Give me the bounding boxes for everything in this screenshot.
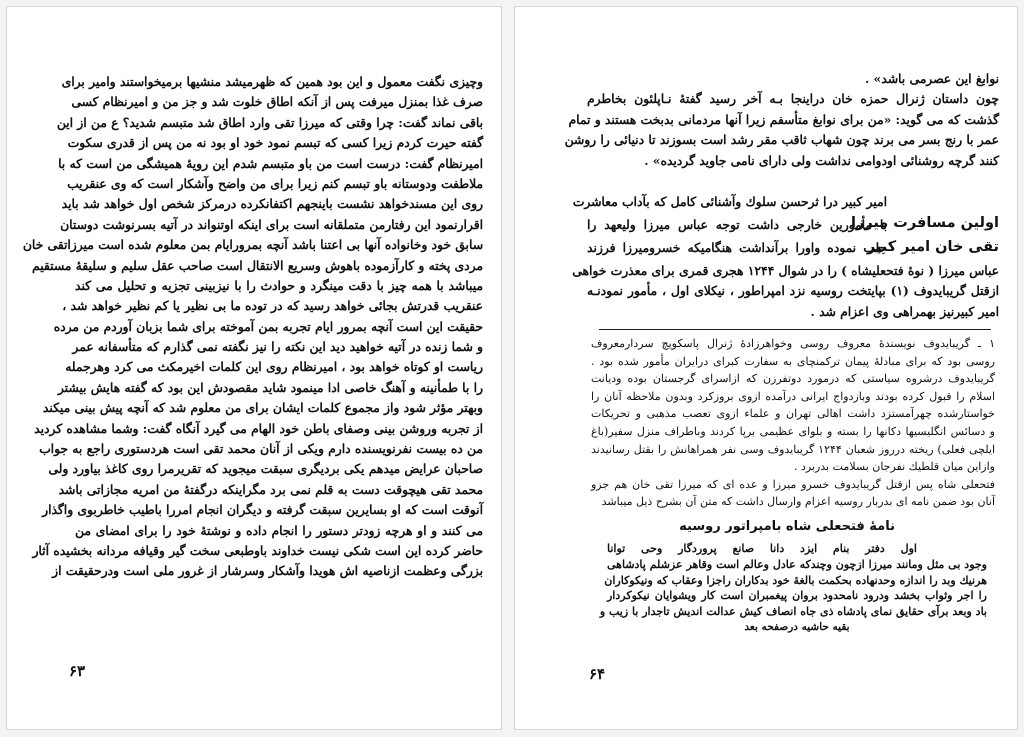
body-text-line: مردی پخته و کارآزموده باهوش وسریع الانتقال است صاحب عقل سلیم و سلیقهٔ مستقیم bbox=[32, 257, 483, 273]
body-text-line: روی این مسندخواهد نشست باینجهم اکتفانکرده درمرکز شخص اول خواهد شد باید bbox=[61, 196, 483, 212]
footnote-text bbox=[591, 335, 995, 511]
right-page bbox=[514, 6, 1018, 730]
left-page-number: ۶۳ bbox=[69, 662, 86, 680]
body-text-line: عباس میرزا ( نوهٔ فتحعلیشاه ) را در شوال ۱۲۴۴ هجری قمری برای معذرت خواهی bbox=[572, 263, 999, 278]
body-text-line: و شما زنده در آتیه خواهید دید این نکته را نیز نگفته نمی گذارم که متأسفانه عمر bbox=[72, 339, 483, 355]
body-text-line: محمد تقی هیچوقت دست به قلم نمی برد مگراینکه درگفتهٔ من امریه مجازاتی باشد bbox=[58, 481, 483, 497]
body-text-line: صرف غذا بمنزل میرفت پس از آنکه اطاق خلوت شد و جز من و امیرنظام کسی bbox=[71, 94, 483, 110]
body-text-line: وچیزی نگفت معمول و این بود همین که ظهرمیشد منشیها برمیخواستند وامیر برای bbox=[61, 74, 483, 89]
left-page-text bbox=[22, 72, 483, 582]
body-text-line: بزرگی وعظمت ازناصیه اش هویدا وآشکار وسرشار از غرور ملی است ودرحقیقت از bbox=[52, 563, 483, 579]
body-text-line: گفته حیرت کردم زیرا کسی که تبسم نمود خود او بود نه من پس از قدری سکوت bbox=[67, 135, 483, 151]
body-text-line: نوابغ این عصرمی باشد» . bbox=[865, 71, 999, 86]
letter-line: بقیه حاشیه درصفحه بعد bbox=[744, 620, 850, 633]
letter-line: اول دفتر بنام ایزد دانا صانع پروردگار وحی توانا bbox=[607, 542, 917, 555]
footnote-line: و دسائس انگلیسیها دکانها را بسته و بلوای عظیمی برپا کردند وباطراف منزل سفیر(باغ bbox=[591, 424, 995, 438]
letter-text bbox=[599, 541, 987, 636]
footnote-line: روسی بود که برای مبادلهٔ پیمان ترکمنچای به سفارت کبرای درایران مأمور شده بود . bbox=[591, 354, 995, 368]
right-page-side-text bbox=[572, 190, 887, 259]
right-page-body-text bbox=[572, 261, 999, 322]
body-text-line: سابق خود وخانواده آنها بی اعتنا باشد آنچه بمرورایام بمن معلوم شده است میرزاتقی خان bbox=[22, 237, 483, 253]
footnote-line: وازاین میان قلطیك نفرجان بسلامت بدربرد . bbox=[793, 460, 995, 474]
section-heading bbox=[851, 211, 999, 259]
body-text-line: میباشد با همه چیز با دقت مینگرد و حوادث را با نیزبینی تجزیه و تحلیل می کند bbox=[75, 277, 483, 293]
letter-line: را اجر وثواب بخشد ودرود نامحدود بروان پیغمبران است کار ویشوایان نیکوکردار bbox=[607, 589, 987, 603]
body-text-line: من ده بیست نفرنویسنده دارم ویکی از آنان محمد تقی است هردستوری راجع به جواب bbox=[39, 441, 483, 457]
body-text-line: امیر کبیر درا ثرحسن سلوك وآشنائی کامل که بآداب معاشرت bbox=[572, 194, 887, 209]
footnote-line: گریبایدوف درشروه سیاستی که درمورد دوتفرزن که ازاسرای گرجستان بوده ودیانت bbox=[591, 372, 995, 386]
body-text-line: حاضر کرده این است شکی نیست خداوند باوطبعی سخت گیر وقیافه مردانه بخشیده آثار bbox=[32, 542, 483, 558]
left-page bbox=[6, 6, 502, 730]
body-text-line: باقی نماند گفت: چرا وقتی که میرزا تقی وارد اطاق شد متبسم شدید؟ ع من از این bbox=[56, 114, 483, 130]
letter-title: نامهٔ فتحعلی شاه بامپراتور روسیه bbox=[679, 519, 895, 534]
body-text-line: جلب نموده واورا برآنداشت هنگامیکه خسرومیرزا فرزند bbox=[587, 240, 887, 255]
right-page-intro-text bbox=[564, 69, 999, 171]
letter-line: هرنیك وبد را اندازه وحدنهاده بحکمت بالغهٔ خود بدکاران راجزا وعقاب که ونیکوکاران bbox=[604, 573, 987, 587]
section-heading-line: اولین مسافرت میرزا bbox=[851, 215, 999, 231]
footnote-line: آنان بود ضمن نامه ای بدربار روسیه اعزام وارسال داشت که متن آن بشرح ذیل میباشد bbox=[601, 495, 995, 509]
section-heading-line: تقی خان امیر کبیر bbox=[866, 239, 999, 255]
body-text-line: آنوقت است که او بسایرین سبقت گرفته و دیگران انجام امررا باطیب خاطربوی واگذار bbox=[42, 502, 483, 518]
body-text-line: را با طمأنینه و آهنگ خاصی ادا مینمود شاید مقصودش این بود که گفته هایش بیشتر bbox=[57, 379, 483, 395]
body-text-line: می کنند و او هرچه زودتر دستور را انجام داده و نوشتهٔ خود را برای امضای من bbox=[75, 522, 483, 538]
footnote-line: اسلام را قبول کرده بودند وبازدواج ایرانی درآمده ازوی بروزکرد وبدون ملاحظه آنان را bbox=[591, 389, 995, 403]
body-text-line: ازقتل گریبایدوف (۱) بپایتخت روسیه نزد امپراطور ، نیکلای اول ، مأمور نمودنـه bbox=[587, 283, 999, 299]
body-text-line: کنند گرچه روشنائی اودوامی نداشت ولی دارای نامی جاوید گردیده» . bbox=[644, 152, 999, 168]
footnote-line: فتحعلی شاه پس ازقتل گریبایدوف خسرو میرزا و عده ای که میرزا تقی خان هم جزو bbox=[591, 477, 995, 491]
footnote-divider bbox=[599, 329, 991, 330]
footnote-line: ۱ ـ گریبایدوف نویسندهٔ معروف روسی وخواهرزادهٔ ژنرال پاسکویچ سردارمعروف bbox=[591, 337, 995, 350]
right-page-number: ۶۴ bbox=[589, 665, 606, 683]
body-text-line: امیرنظام گفت: درست است من باو متبسم شدم این رویهٔ همیشگی من است که با bbox=[58, 155, 483, 171]
body-text-line: ملاطفت ودوستانه باو تبسم کنم زیرا برای من واضح وآشکار است که وی عنقریب bbox=[67, 175, 483, 191]
body-text-line: گذشت که می گوید: «من برای نوابغ متأسفم زیرا آنها مردمانی بدبخت هستند و تمام bbox=[568, 111, 999, 127]
body-text-line: ریاست او کوتاه خواهد بود ، امیرنظام روی این کلمات اخیرمکث می کرد وهرجمله bbox=[65, 359, 483, 375]
footnote-line: ایلچی فعلی) ریخته درروز شعبان ۱۲۴۴ گریبایدوف وسی نفر همراهانش را بقتل رسانیدند bbox=[591, 442, 996, 456]
letter-line: باد وبعد برآی حقایق نمای پادشاه ذی جاه انصاف کیش عدالت اندیش تاجدار با زیب و bbox=[599, 605, 987, 619]
footnote-line: خواستارشده چهرآمستزد داشت اهالی تهران و علماء ازوی تعصب مذهبی و تحریکات bbox=[591, 407, 995, 421]
letter-line: وجود بی مثل ومانند میرزا ازچون وچندکه عادل وعالم است وقاهر عزشلم پادشاهی bbox=[607, 557, 987, 571]
body-text-line: صاحبان عرایض میدهم یکی بردیگری سبقت میجوید که تقریرمرا روی کاغذ بیاورد ولی bbox=[48, 461, 483, 477]
body-text-line: چون داستان ژنرال حمزه خان دراینجا بـه آخر رسید گفتهٔ نـاپلئون بخاطرم bbox=[587, 91, 999, 107]
body-text-line: عمر با رنج بسر می برند چون شهاب ثاقب مقر رشد است بسوزند تا دنیائی را روشن bbox=[564, 132, 999, 148]
body-text-line: وبهتر مؤثر شود واز مجموع کلمات ایشان برای من معلوم شد که آنچه پیش بینی میکند bbox=[42, 400, 483, 416]
body-text-line: اقرارنمود این رفتارمن متملقانه است برای اینکه اوتنواند در آتیه بسرنوشت دوستان bbox=[60, 216, 483, 232]
body-text-line: حقیقت این است آنچه بمرور ایام تجربه بمن آموخته برای شما بزبان آوردم من مرده bbox=[53, 318, 483, 334]
body-text-line: از تجربه وروشن بینی وصفای باطن خود الهام می گیرد آنگاه گفت: وشما مشاهده کردید bbox=[34, 420, 483, 436]
body-text-line: امیر کبیرنیز بهمراهی وی اعزام شد . bbox=[810, 303, 999, 319]
body-text-line: عنقریب قدرتش بجائی خواهد رسید که در توده ما بی نظیر یا کم نظیر خواهد شد ، bbox=[62, 298, 483, 314]
body-text-line: با مأمورین خارجی داشت توجه عباس میرزا ولیعهد را bbox=[587, 217, 887, 232]
